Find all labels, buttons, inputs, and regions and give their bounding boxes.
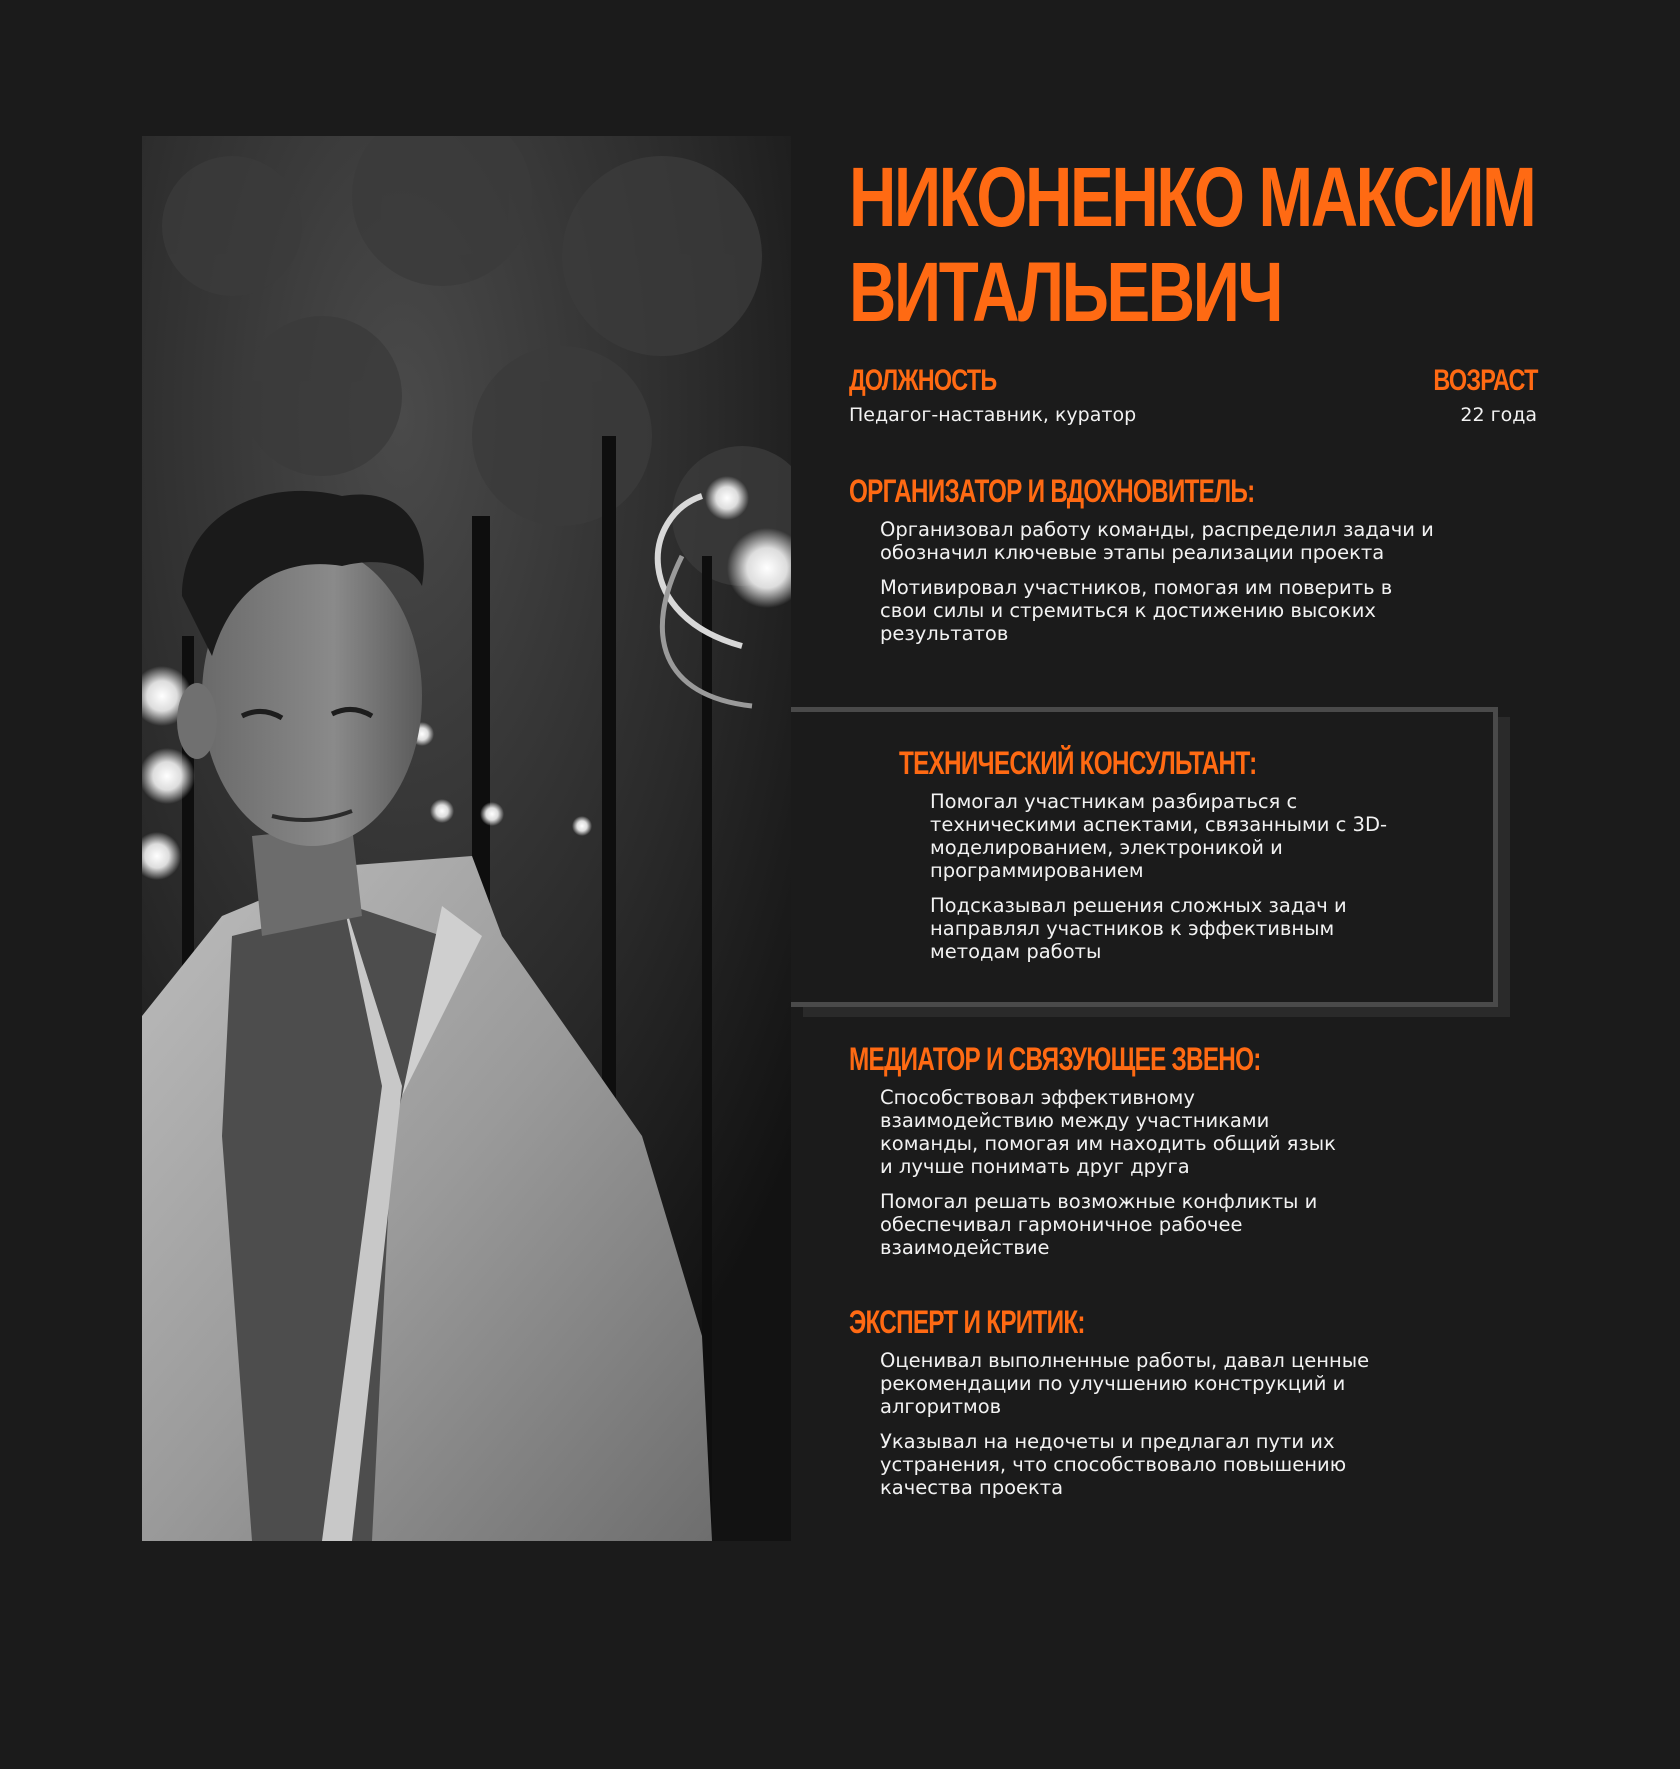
position-value: Педагог-наставник, куратор xyxy=(849,404,1137,426)
section-list xyxy=(899,790,1400,963)
list-item: Указывал на недочеты и предлагал пути их устранения, что способствовало повышению качества проекта xyxy=(880,1430,1347,1499)
list-item: Помогал участникам разбираться с техническими аспектами, связанными с 3D-моделированием, электроникой и программированием xyxy=(930,790,1387,882)
name-line-2: ВИТАЛЬЕВИЧ xyxy=(849,245,1282,339)
section-list xyxy=(849,1086,1350,1259)
age-label: ВОЗРАСТ xyxy=(1433,364,1538,397)
section-organizer xyxy=(849,473,1449,657)
section-title: МЕДИАТОР И СВЯЗУЮЩЕЕ ЗВЕНО: xyxy=(849,1041,1261,1077)
person-name xyxy=(849,150,1535,340)
list-item: Мотивировал участников, помогая им поверить в свои силы и стремиться к достижению высоких результатов xyxy=(880,576,1393,645)
list-item: Помогал решать возможные конфликты и обеспечивал гармоничное рабочее взаимодействие xyxy=(880,1190,1318,1259)
section-tech-consultant xyxy=(899,745,1459,975)
list-item: Подсказывал решения сложных задач и направлял участников к эффективным методам работы xyxy=(930,894,1347,963)
section-title: ТЕХНИЧЕСКИЙ КОНСУЛЬТАНТ: xyxy=(899,745,1257,781)
list-item: Оценивал выполненные работы, давал ценные рекомендации по улучшению конструкций и алгоритмов xyxy=(880,1349,1370,1418)
section-list xyxy=(849,1349,1440,1499)
list-item: Способствовал эффективному взаимодействию между участниками команды, помогая им находить общий язык и лучше понимать друг друга xyxy=(880,1086,1336,1178)
name-line-1: НИКОНЕНКО МАКСИМ xyxy=(849,150,1535,244)
section-mediator xyxy=(849,1041,1449,1271)
position-label: ДОЛЖНОСТЬ xyxy=(849,364,997,397)
section-title: ЭКСПЕРТ И КРИТИК: xyxy=(849,1304,1085,1340)
section-expert xyxy=(849,1304,1449,1511)
section-title: ОРГАНИЗАТОР И ВДОХНОВИТЕЛЬ: xyxy=(849,473,1255,509)
section-list xyxy=(849,518,1440,645)
age-value: 22 года xyxy=(1460,404,1537,426)
profile-photo xyxy=(142,136,791,1541)
list-item: Организовал работу команды, распределил задачи и обозначил ключевые этапы реализации проекта xyxy=(880,518,1434,564)
